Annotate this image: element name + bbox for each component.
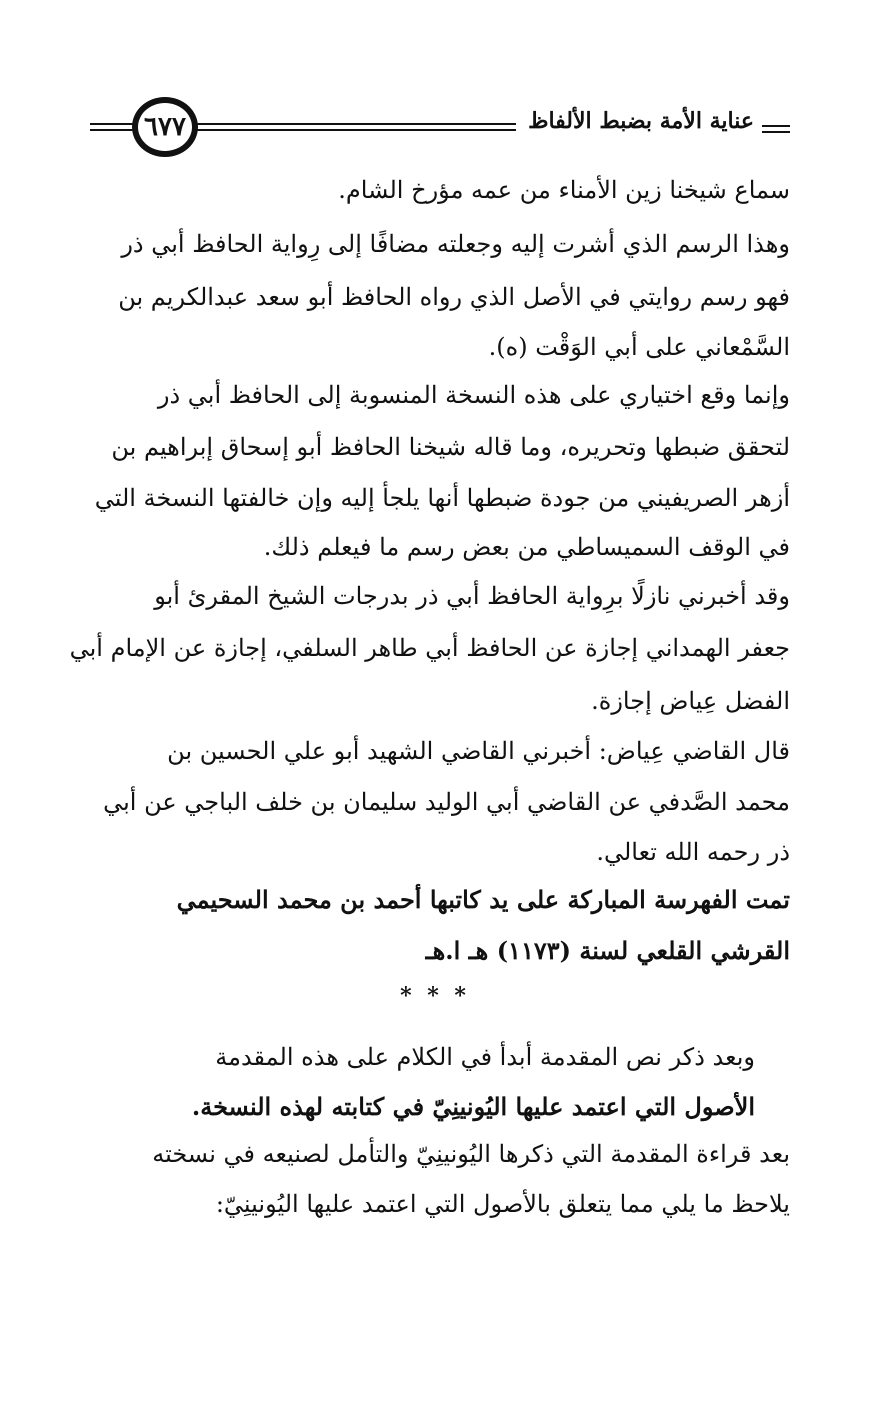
page-number-badge xyxy=(132,97,198,157)
text-line: سماع شيخنا زين الأمناء من عمه مؤرخ الشام. xyxy=(338,176,790,204)
title-dash-bottom xyxy=(762,131,790,133)
text-line: وبعد ذكر نص المقدمة أبدأ في الكلام على هذه المقدمة xyxy=(215,1043,755,1071)
text-line: يلاحظ ما يلي مما يتعلق بالأصول التي اعتمد عليها اليُونينِيّ: xyxy=(215,1190,790,1218)
text-line: ذر رحمه الله تعالي. xyxy=(596,838,790,866)
page-number: ٦٧٧ xyxy=(144,112,186,142)
text-line: لتحقق ضبطها وتحريره، وما قاله شيخنا الحافظ أبو إسحاق إبراهيم بن xyxy=(111,433,790,461)
text-line: وقد أخبرني نازلًا برِواية الحافظ أبي ذر بدرجات الشيخ المقرئ أبو xyxy=(154,582,790,610)
text-line: بعد قراءة المقدمة التي ذكرها اليُونينِيّ والتأمل لصنيعه في نسخته xyxy=(152,1140,790,1168)
header-rule-mid-top xyxy=(196,123,516,125)
text-line: محمد الصَّدفي عن القاضي أبي الوليد سليمان بن خلف الباجي عن أبي xyxy=(103,788,790,816)
page-header xyxy=(90,96,790,166)
text-line: فهو رسم روايتي في الأصل الذي رواه الحافظ أبو سعد عبدالكريم بن xyxy=(118,283,790,311)
header-rule-mid-bottom xyxy=(196,129,516,131)
running-title: عناية الأمة بضبط الألفاظ xyxy=(528,108,754,134)
text-line: أزهر الصريفيني من جودة ضبطها أنها يلجأ إليه وإن خالفتها النسخة التي xyxy=(94,484,790,512)
section-separator: * * * xyxy=(400,983,470,1009)
header-rule-left-top xyxy=(90,123,134,125)
title-dash-top xyxy=(762,125,790,127)
text-line: وهذا الرسم الذي أشرت إليه وجعلته مضافًا إلى رِواية الحافظ أبي ذر xyxy=(121,230,790,258)
header-rule-left-bottom xyxy=(90,129,134,131)
colophon-line: تمت الفهرسة المباركة على يد كاتبها أحمد بن محمد السحيمي xyxy=(176,885,790,914)
text-line: في الوقف السميساطي من بعض رسم ما فيعلم ذلك. xyxy=(263,533,790,561)
text-line: السَّمْعاني على أبي الوَقْت (ه). xyxy=(488,333,790,361)
text-line: قال القاضي عِياض: أخبرني القاضي الشهيد أبو علي الحسين بن xyxy=(167,737,790,765)
text-line: جعفر الهمداني إجازة عن الحافظ أبي طاهر السلفي، إجازة عن الإمام أبي xyxy=(69,634,790,662)
text-line: وإنما وقع اختياري على هذه النسخة المنسوبة إلى الحافظ أبي ذر xyxy=(157,381,790,409)
text-line: الفضل عِياض إجازة. xyxy=(591,687,790,715)
colophon-line: القرشي القلعي لسنة (١١٧٣) هـ ا.هـ xyxy=(425,936,790,965)
section-heading: الأصول التي اعتمد عليها اليُونينِيّ في كتابته لهذه النسخة. xyxy=(191,1092,755,1121)
